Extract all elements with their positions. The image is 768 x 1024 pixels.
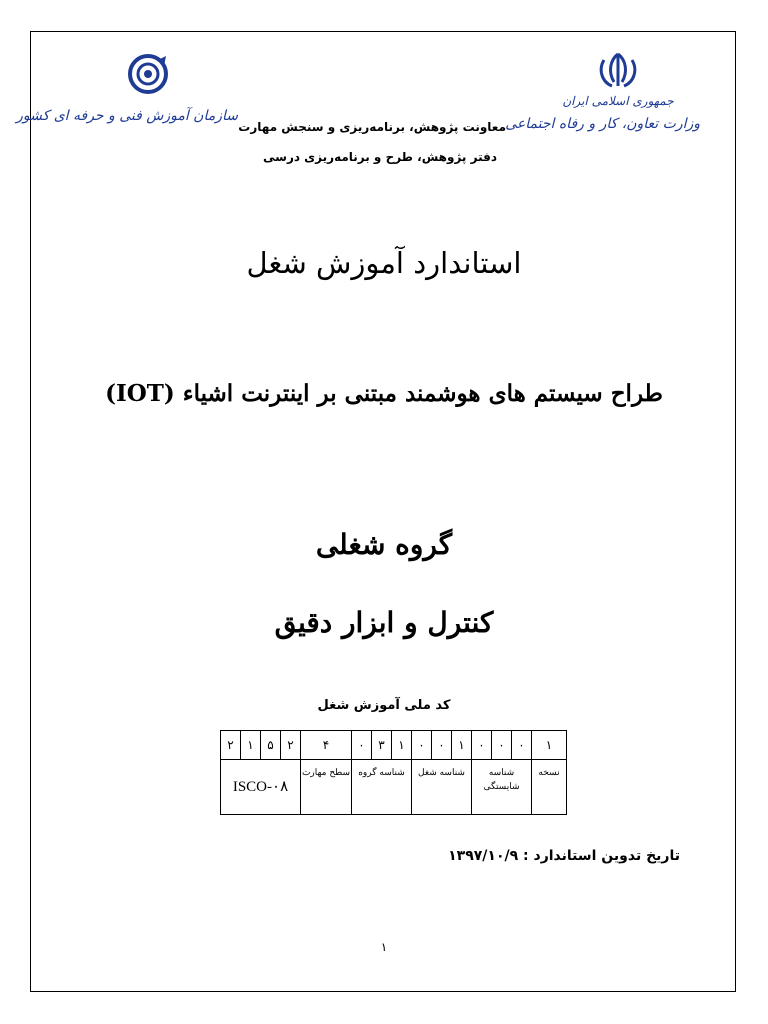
ministry-logo	[505, 48, 700, 144]
iran-emblem-icon	[596, 50, 640, 90]
code-digit: ۰	[352, 731, 372, 760]
code-digit: ۰	[412, 731, 432, 760]
version-label: نسخه	[532, 760, 567, 815]
job-title: طراح سیستم های هوشمند مبتنی بر اینترنت اشیاء (IOT)	[105, 380, 663, 407]
group-id-label: شناسه گروه	[352, 760, 412, 815]
code-digit: ۳	[372, 731, 392, 760]
vocational-org-logo	[16, 52, 238, 142]
header-deputy-line: معاونت پژوهش، برنامه‌ریزی و سنجش مهارت	[238, 120, 506, 134]
job-id-label: شناسه شغل	[412, 760, 472, 815]
skill-level-label: سطح مهارت	[301, 760, 352, 815]
code-digit: ۱	[452, 731, 472, 760]
ministry-line1: جمهوری اسلامی ایران	[562, 94, 674, 108]
code-digit: ۰	[512, 731, 532, 760]
code-digit: ۰	[472, 731, 492, 760]
page-title: استاندارد آموزش شغل	[246, 246, 522, 280]
code-digits-row	[221, 731, 567, 760]
job-group-label: گروه شغلی	[315, 528, 453, 561]
vocational-org-name: سازمان آموزش فنی و حرفه ای کشور	[16, 108, 238, 124]
national-code-table	[220, 730, 567, 815]
page-number: ۱	[380, 940, 388, 954]
code-digit: ۰	[492, 731, 512, 760]
compilation-date: تاریخ تدوین استاندارد : ۱۳۹۷/۱۰/۹	[448, 848, 680, 864]
code-digit: ۲	[221, 731, 241, 760]
header-office-line: دفتر پژوهش، طرح و برنامه‌ریزی درسی	[263, 150, 497, 164]
competency-id-label: شناسه شایستگی	[472, 760, 532, 815]
job-group-name: کنترل و ابزار دقیق	[274, 606, 494, 639]
code-digit: ۱	[241, 731, 261, 760]
code-digit: ۱	[532, 731, 567, 760]
code-labels-row	[221, 760, 567, 815]
code-digit: ۰	[432, 731, 452, 760]
code-digit: ۵	[261, 731, 281, 760]
isco-label: ISCO-۰۸	[221, 760, 301, 815]
code-digit: ۴	[301, 731, 352, 760]
national-code-label: کد ملی آموزش شغل	[317, 698, 451, 713]
code-digit: ۲	[281, 731, 301, 760]
code-digit: ۱	[392, 731, 412, 760]
vocational-org-emblem-icon	[128, 54, 168, 94]
ministry-line2: وزارت تعاون، کار و رفاه اجتماعی	[505, 116, 700, 132]
